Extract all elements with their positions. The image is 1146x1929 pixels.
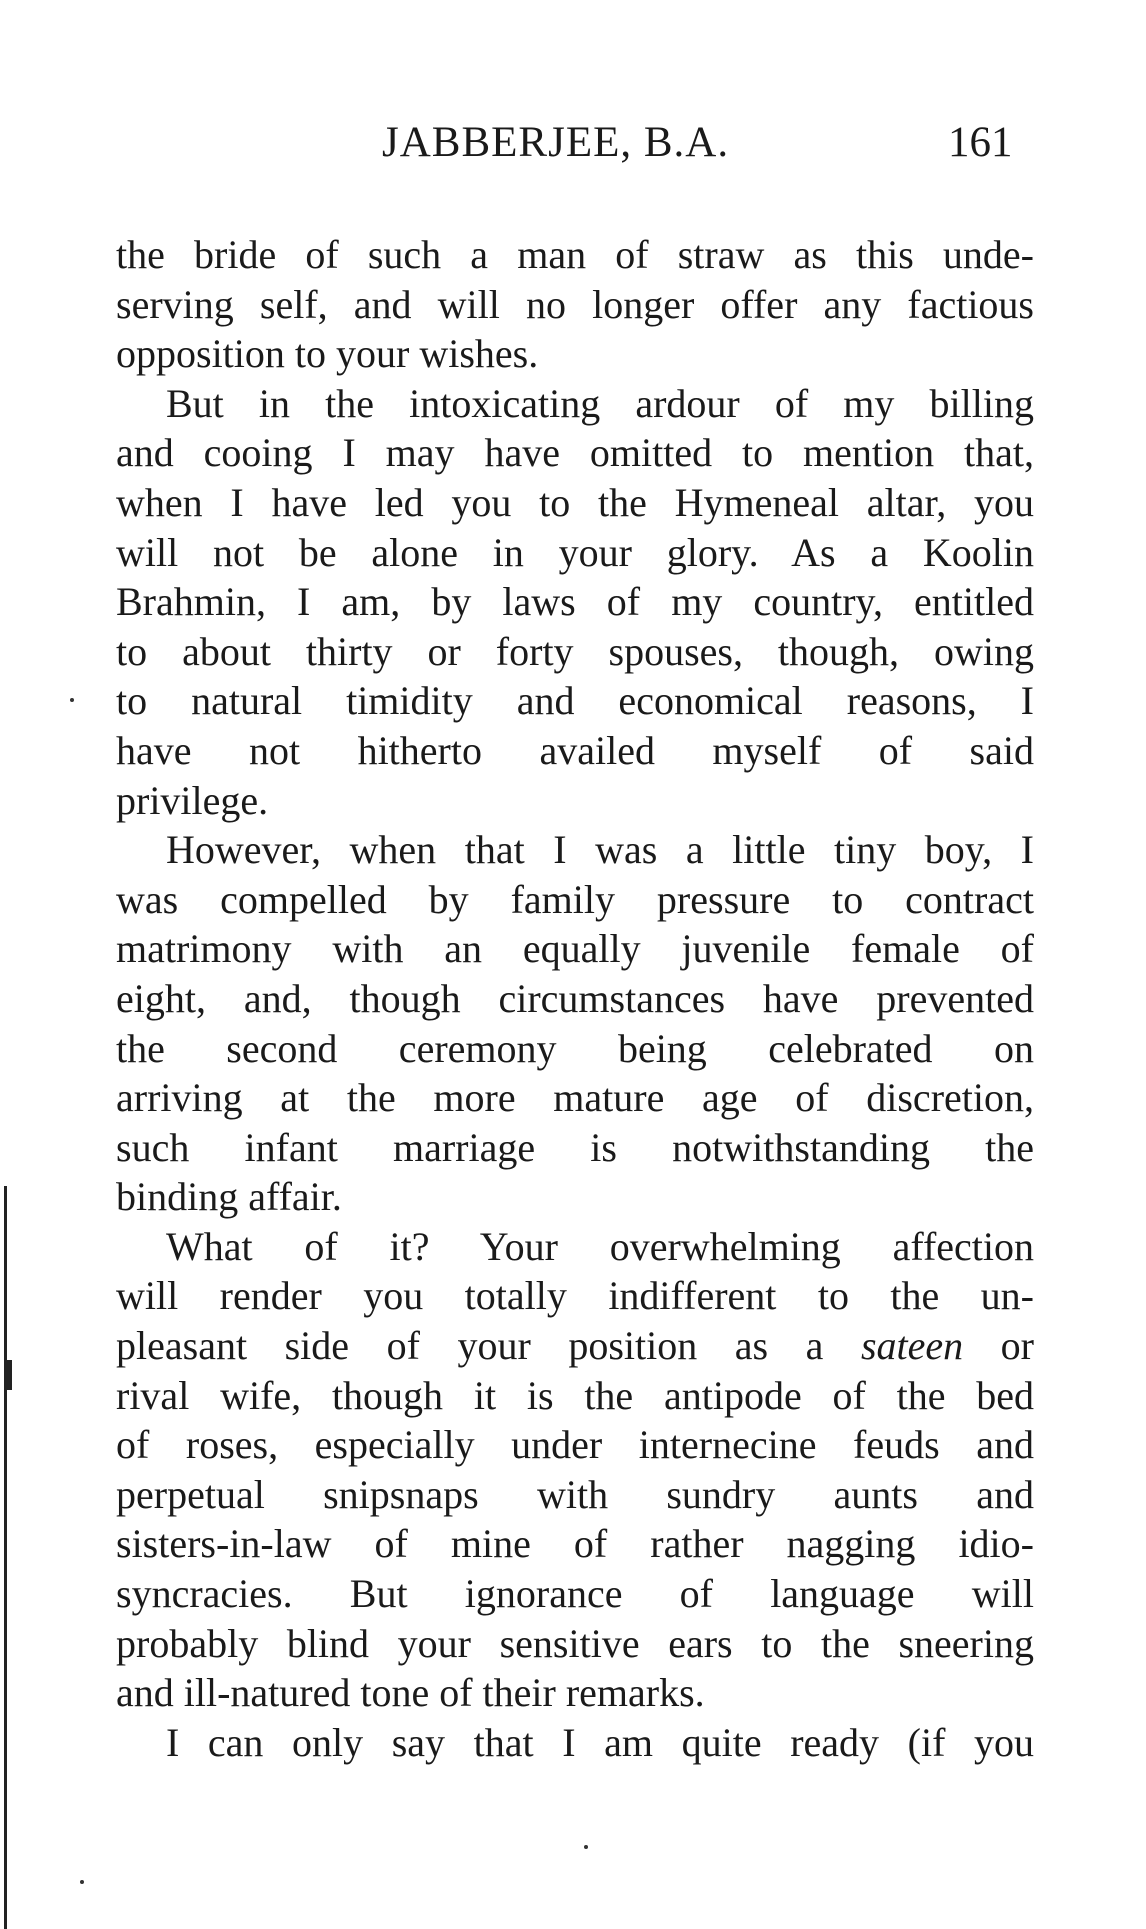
running-title: JABBERJEE, B.A. (382, 119, 730, 166)
text-line-segment: or (1000, 1323, 1034, 1369)
text-line: What of it? Your overwhelming affection (166, 1223, 1034, 1269)
text-line: the bride of such a man of straw as this unde- (116, 232, 1034, 277)
page-header (0, 118, 1146, 188)
scan-margin-edge (4, 1186, 7, 1929)
scan-speck (70, 698, 74, 702)
text-line: privilege. (116, 777, 269, 823)
text-line: However, when that I was a little tiny boy, I (166, 827, 1034, 873)
text-line: I can only say that I am quite ready (if you (166, 1719, 1034, 1765)
text-line-segment: pleasant side of your position as a (116, 1323, 824, 1369)
text-line: and cooing I may have omitted to mention that, (116, 430, 1034, 476)
body-text (116, 230, 1034, 1767)
text-line: arriving at the more mature age of discretion, (116, 1075, 1034, 1121)
page-number: 161 (948, 119, 1013, 166)
scan-speck (584, 1845, 588, 1849)
scan-speck (80, 1880, 84, 1884)
italic-term: sateen (860, 1323, 964, 1369)
text-line: perpetual snipsnaps with sundry aunts and (116, 1471, 1034, 1517)
text-line: rival wife, though it is the antipode of the bed (116, 1372, 1034, 1418)
scan-margin-mark (4, 1360, 12, 1390)
text-line: when I have led you to the Hymeneal altar, you (116, 479, 1034, 525)
text-line: have not hitherto availed myself of said (116, 727, 1034, 773)
text-line: the second ceremony being celebrated on (116, 1025, 1034, 1071)
text-line: Brahmin, I am, by laws of my country, entitled (116, 579, 1034, 625)
text-line: will not be alone in your glory. As a Koolin (116, 529, 1034, 575)
text-line: serving self, and will no longer offer any factious (116, 281, 1034, 327)
text-line: will render you totally indifferent to the un- (116, 1273, 1034, 1319)
text-line: matrimony with an equally juvenile female of (116, 926, 1034, 972)
text-line: of roses, especially under internecine feuds and (116, 1422, 1034, 1468)
text-line: such infant marriage is notwithstanding the (116, 1124, 1034, 1170)
text-line: and ill-natured tone of their remarks. (116, 1670, 705, 1716)
text-line: probably blind your sensitive ears to the sneering (116, 1620, 1034, 1666)
text-line: to natural timidity and economical reasons, I (116, 678, 1034, 724)
text-line (116, 1321, 1034, 1371)
text-line: to about thirty or forty spouses, though, owing (116, 628, 1034, 674)
text-line: eight, and, though circumstances have prevented (116, 975, 1034, 1021)
text-line: was compelled by family pressure to contract (116, 876, 1034, 922)
text-line: sisters-in-law of mine of rather nagging idio- (116, 1521, 1034, 1567)
text-line: binding affair. (116, 1174, 342, 1220)
text-line: opposition to your wishes. (116, 331, 539, 377)
text-line: syncracies. But ignorance of language will (116, 1571, 1034, 1617)
text-line: But in the intoxicating ardour of my billing (166, 380, 1034, 426)
